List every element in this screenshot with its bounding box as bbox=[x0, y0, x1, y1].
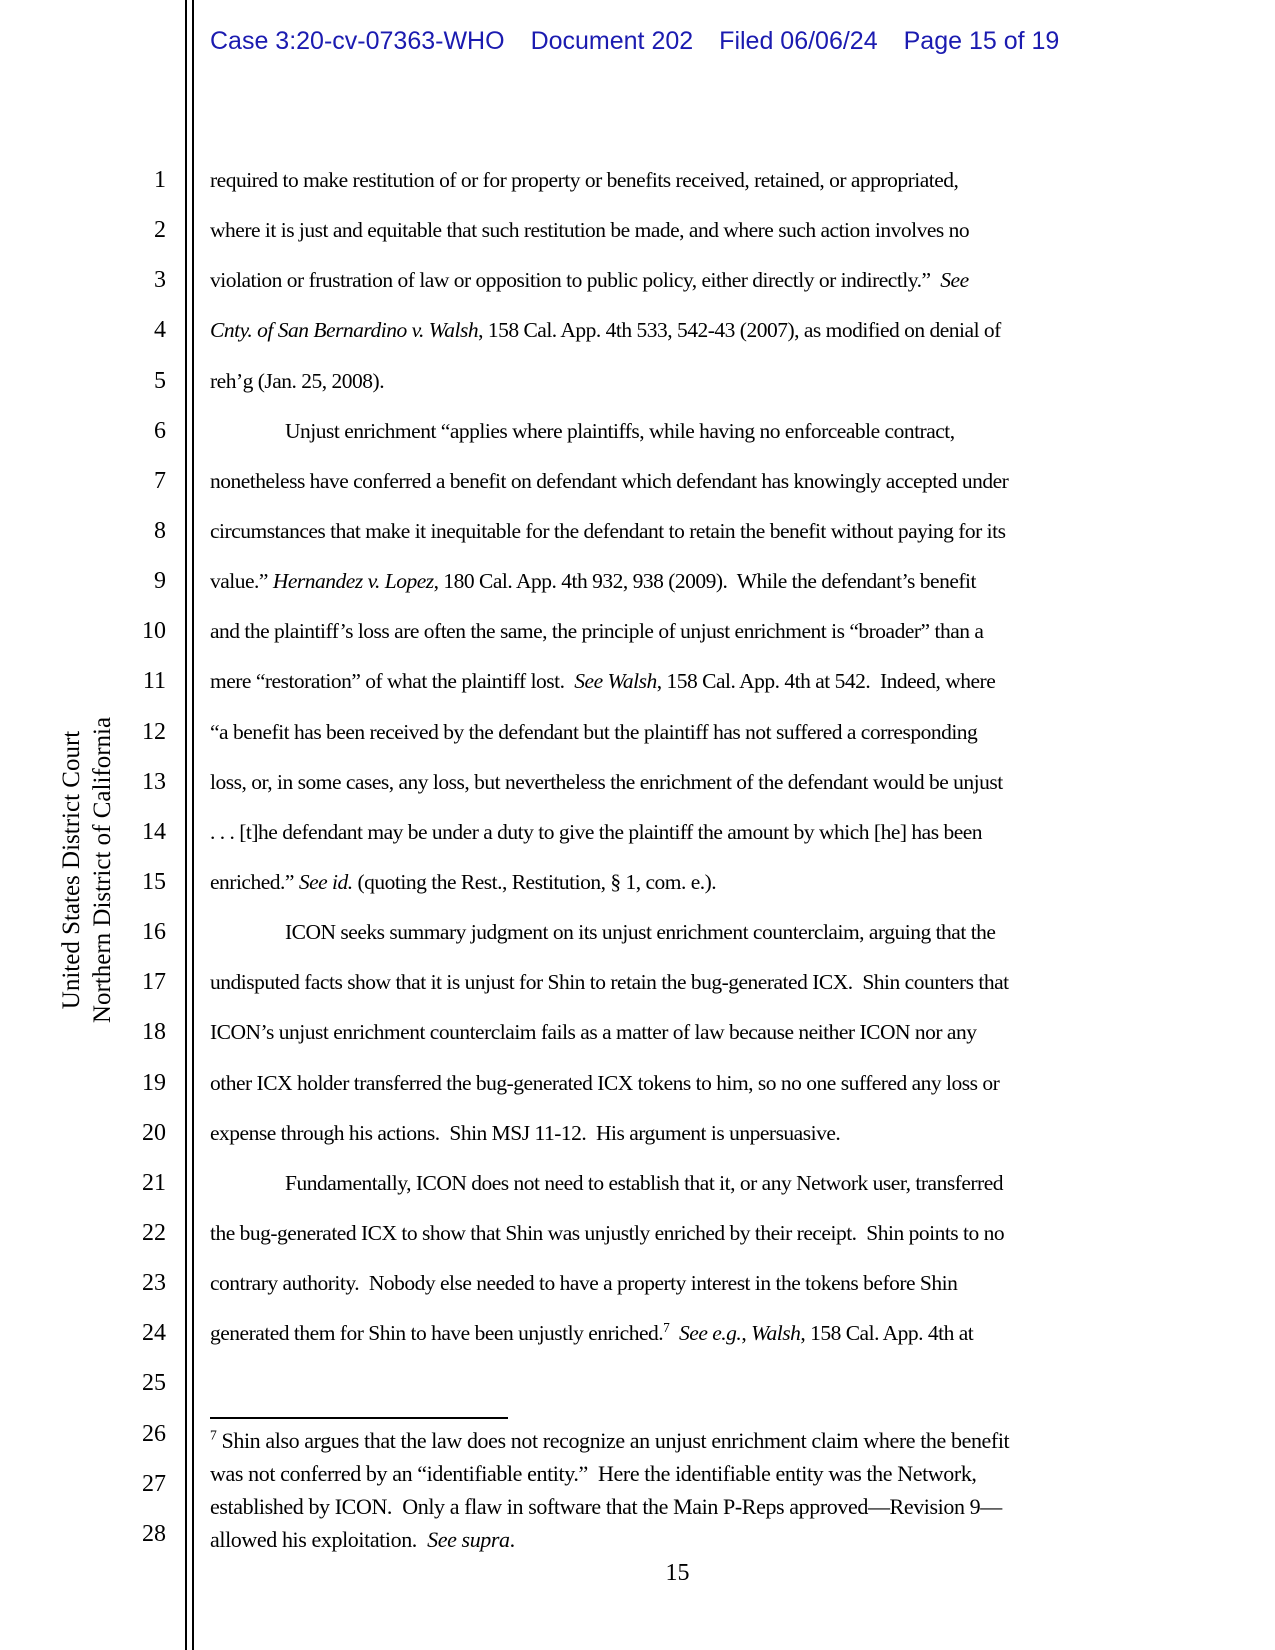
body-line: loss, or, in some cases, any loss, but nevertheless the enrichment of the defendant would be unjust bbox=[210, 769, 1003, 794]
body-line: Cnty. of San Bernardino v. Walsh, 158 Cal. App. 4th 533, 542-43 (2007), as modified on denial of bbox=[210, 318, 1001, 343]
line-number: 25 bbox=[142, 1370, 166, 1397]
body-line: generated them for Shin to have been unjustly enriched.$^7$ See e.g., Walsh, 158 Cal. App. 4th at bbox=[210, 1320, 974, 1346]
footnote-line: established by ICON. Only a flaw in software that the Main P-Reps approved—Revision 9— bbox=[210, 1494, 1002, 1519]
body-line: undisputed facts show that it is unjust for Shin to retain the bug-generated ICX. Shin counters that bbox=[210, 970, 1009, 995]
page-indicator: Page 15 of 19 bbox=[903, 27, 1060, 55]
footnote-line: allowed his exploitation. See supra. bbox=[210, 1527, 515, 1552]
line-number: 18 bbox=[142, 1019, 166, 1046]
line-number: 12 bbox=[142, 718, 166, 745]
footnote-line: $^7$ Shin also argues that the law does not recognize an unjust enrichment claim where the benefit bbox=[210, 1427, 1010, 1453]
line-number: 19 bbox=[142, 1069, 166, 1096]
line-number-gutter bbox=[96, 155, 166, 1559]
line-number: 20 bbox=[142, 1119, 166, 1146]
line-number: 11 bbox=[142, 668, 166, 695]
body-line: mere “restoration” of what the plaintiff lost. See Walsh, 158 Cal. App. 4th at 542. Indeed, where bbox=[210, 669, 996, 694]
opinion-body bbox=[210, 155, 1150, 1358]
line-number: 4 bbox=[154, 317, 166, 344]
line-number: 14 bbox=[142, 818, 166, 845]
court-name: United States District Court bbox=[58, 730, 85, 1010]
line-number: 7 bbox=[154, 467, 166, 494]
body-line: enriched.” See id. (quoting the Rest., Restitution, § 1, com. e.). bbox=[210, 869, 717, 894]
body-line: the bug-generated ICX to show that Shin was unjustly enriched by their receipt. Shin points to no bbox=[210, 1220, 1005, 1245]
pleading-rule-outer bbox=[185, 0, 187, 1650]
page-number: 15 bbox=[665, 1560, 690, 1586]
body-line: ICON seeks summary judgment on its unjust enrichment counterclaim, arguing that the bbox=[285, 920, 996, 945]
body-line: ICON’s unjust enrichment counterclaim fails as a matter of law because neither ICON nor any bbox=[210, 1020, 977, 1045]
body-line: reh’g (Jan. 25, 2008). bbox=[210, 368, 385, 393]
footnote-line: was not conferred by an “identifiable entity.” Here the identifiable entity was the Network, bbox=[210, 1461, 977, 1486]
body-line: where it is just and equitable that such restitution be made, and where such action involves no bbox=[210, 218, 970, 243]
line-number: 28 bbox=[142, 1520, 166, 1547]
line-number: 17 bbox=[142, 969, 166, 996]
body-line: “a benefit has been received by the defendant but the plaintiff has not suffered a corresponding bbox=[210, 719, 978, 744]
body-line: violation or frustration of law or opposition to public policy, either directly or indirectly.” See bbox=[210, 268, 969, 293]
line-number: 27 bbox=[142, 1470, 166, 1497]
line-number: 5 bbox=[154, 367, 166, 394]
body-line: Fundamentally, ICON does not need to establish that it, or any Network user, transferred bbox=[285, 1170, 1004, 1195]
line-number: 1 bbox=[154, 167, 166, 193]
line-number: 6 bbox=[154, 417, 166, 444]
body-line: expense through his actions. Shin MSJ 11-12. His argument is unpersuasive. bbox=[210, 1120, 841, 1145]
document-number: Document 202 bbox=[530, 27, 694, 55]
body-line: circumstances that make it inequitable for the defendant to retain the benefit without paying for its bbox=[210, 518, 1006, 543]
case-number: Case 3:20-cv-07363-WHO bbox=[210, 27, 505, 55]
pleading-rule-inner bbox=[192, 0, 194, 1650]
line-number: 15 bbox=[142, 868, 166, 895]
body-line: other ICX holder transferred the bug-generated ICX tokens to him, so no one suffered any loss or bbox=[210, 1070, 1000, 1095]
line-number: 16 bbox=[142, 919, 166, 946]
line-number: 13 bbox=[142, 768, 166, 795]
line-number: 21 bbox=[142, 1169, 166, 1196]
body-line: contrary authority. Nobody else needed to have a property interest in the tokens before Shin bbox=[210, 1271, 958, 1296]
footnote bbox=[210, 1424, 1170, 1556]
line-number: 22 bbox=[142, 1219, 166, 1246]
line-number: 10 bbox=[142, 618, 166, 645]
line-number: 3 bbox=[154, 267, 166, 294]
district-name: Northern District of California bbox=[89, 716, 116, 1024]
line-number: 9 bbox=[154, 568, 166, 595]
line-number: 23 bbox=[142, 1270, 166, 1297]
body-line: value.” Hernandez v. Lopez, 180 Cal. App. 4th 932, 938 (2009). While the defendant’s benefit bbox=[210, 569, 976, 594]
body-line: Unjust enrichment “applies where plaintiffs, while having no enforceable contract, bbox=[285, 418, 955, 443]
body-line: nonetheless have conferred a benefit on defendant which defendant has knowingly accepted under bbox=[210, 468, 1009, 493]
body-line: and the plaintiff’s loss are often the same, the principle of unjust enrichment is “broader” than a bbox=[210, 619, 984, 644]
line-number: 26 bbox=[142, 1420, 166, 1447]
line-number: 8 bbox=[154, 517, 166, 544]
footnote-separator bbox=[210, 1417, 508, 1419]
case-stamp bbox=[210, 27, 1059, 56]
body-line: . . . [t]he defendant may be under a duty to give the plaintiff the amount by which [he] has been bbox=[210, 819, 983, 844]
filed-date: Filed 06/06/24 bbox=[719, 27, 878, 55]
line-number: 24 bbox=[142, 1320, 166, 1347]
body-line: required to make restitution of or for property or benefits received, retained, or appropriated, bbox=[210, 168, 959, 192]
line-number: 2 bbox=[154, 217, 166, 244]
